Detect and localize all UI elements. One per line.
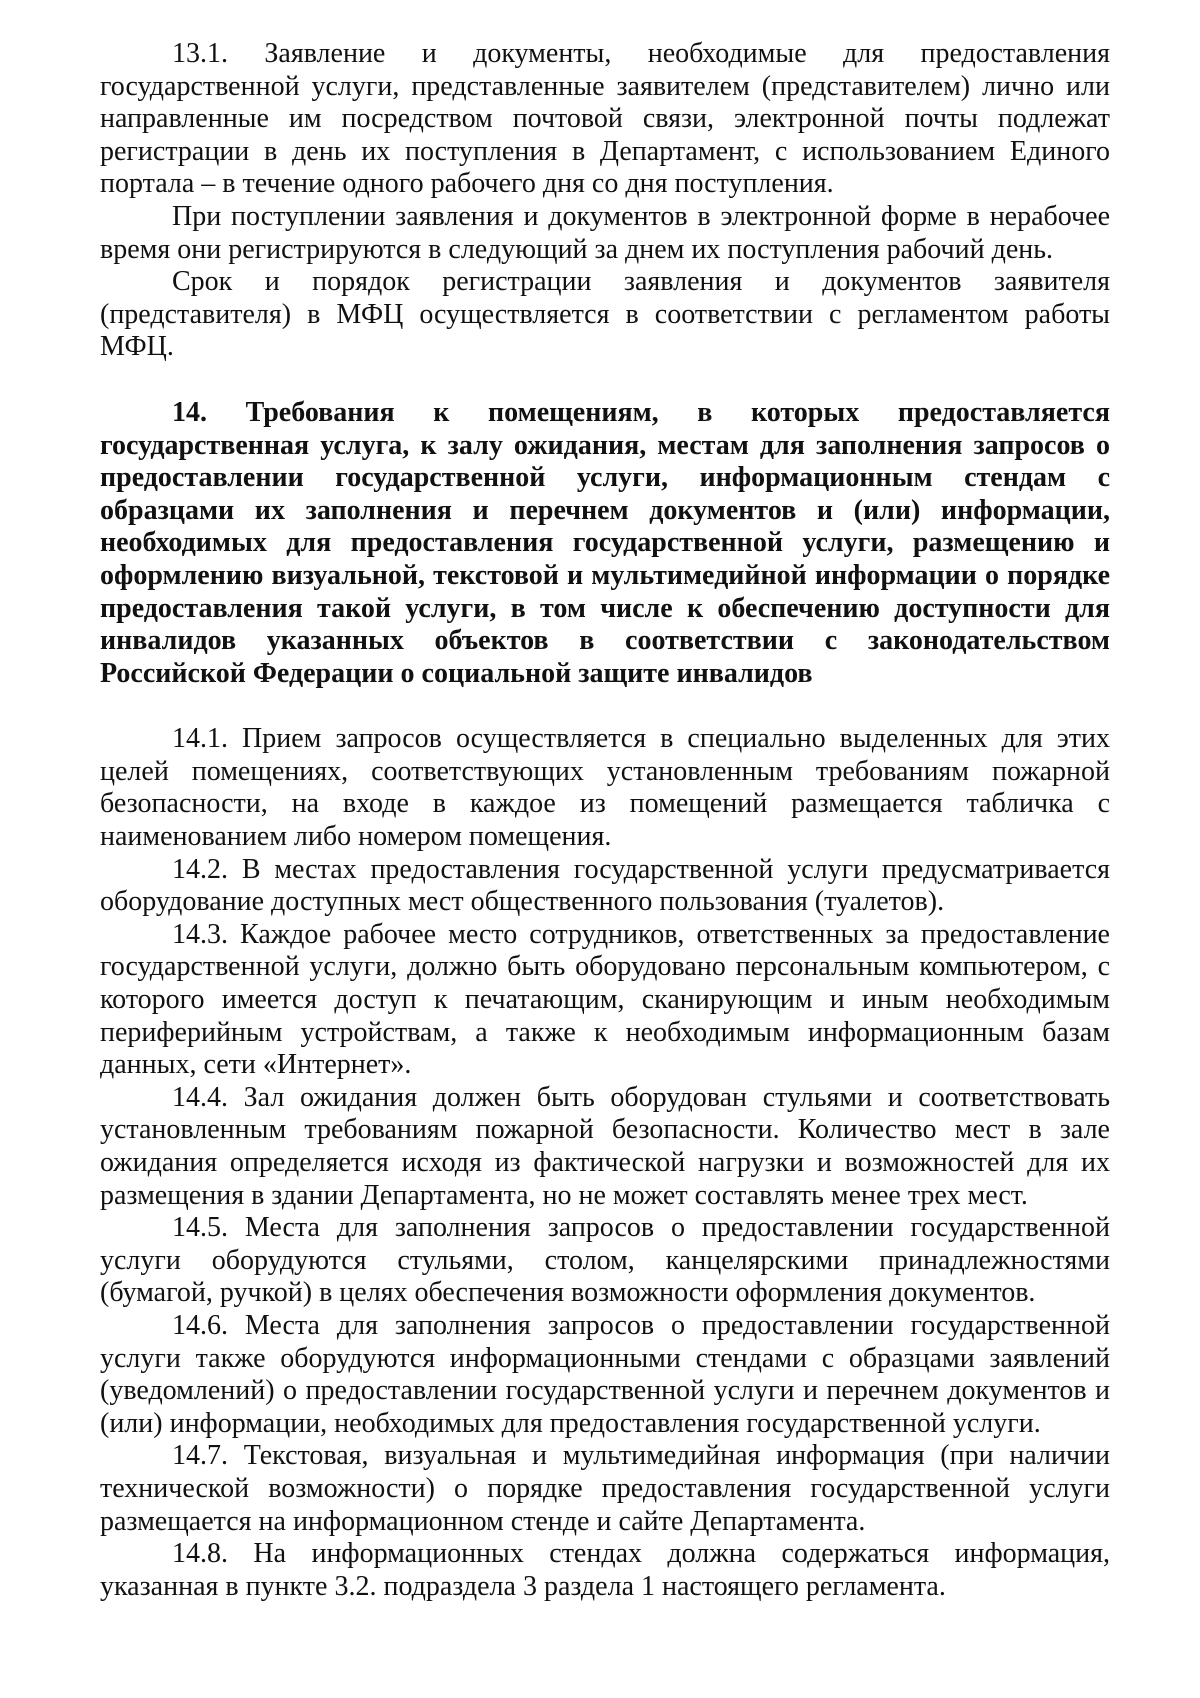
paragraph-14-5: 14.5. Места для заполнения запросов о предоставлении государственной услуги оборудуются стульями, столом, канцелярскими принадлежностями (бумагой, ручкой) в целях обеспечения возможности оформления документов. — [100, 1212, 1110, 1309]
section-14-heading: 14. Требования к помещениям, в которых предоставляется государственная услуга, к залу ожидания, местам для заполнения запросов о предоставлении государственной услуги, информационным стендам с образцами их заполнения и перечнем документов и (или) информации, необходимых для предоставления государственной услуги, размещению и оформлению визуальной, текстовой и мультимедийной информации о порядке предоставления такой услуги, в том числе к обеспечению доступности для инвалидов указанных объектов в соответствии с законодательством Российской Федерации о социальной защите инвалидов — [100, 396, 1110, 689]
paragraph-14-2: 14.2. В местах предоставления государственной услуги предусматривается оборудование доступных мест общественного пользования (туалетов). — [100, 853, 1110, 918]
paragraph-13-1: 13.1. Заявление и документы, необходимые для предоставления государственной услуги, представленные заявителем (представителем) лично или направленные им посредством почтовой связи, электронной почты подлежат регистрации в день их поступления в Департамент, с использованием Единого портала – в течение одного рабочего дня со дня поступления. — [100, 38, 1110, 200]
paragraph-14-3: 14.3. Каждое рабочее место сотрудников, ответственных за предоставление государственной услуги, должно быть оборудовано персональным компьютером, с которого имеется доступ к печатающим, сканирующим и иным необходимым периферийным устройствам, а также к необходимым информационным базам данных, сети «Интернет». — [100, 918, 1110, 1081]
paragraph-14-4: 14.4. Зал ожидания должен быть оборудован стульями и соответствовать установленным требованиям пожарной безопасности. Количество мест в зале ожидания определяется исходя из фактической нагрузки и возможностей для их размещения в здании Департамента, но не может составлять менее трех мест. — [100, 1081, 1110, 1211]
paragraph-13-1-mfc: Срок и порядок регистрации заявления и документов заявителя (представителя) в МФЦ осуществляется в соответствии с регламентом работы МФЦ. — [100, 266, 1110, 363]
paragraph-14-8: 14.8. На информационных стендах должна содержаться информация, указанная в пункте 3.2. подраздела 3 раздела 1 настоящего регламента. — [100, 1538, 1110, 1602]
paragraph-14-6: 14.6. Места для заполнения запросов о предоставлении государственной услуги также оборудуются информационными стендами с образцами заявлений (уведомлений) о предоставлении государственной услуги и перечнем документов и (или) информации, необходимых для предоставления государственной услуги. — [100, 1309, 1110, 1439]
document-page — [100, 38, 1110, 1603]
paragraph-14-1: 14.1. Прием запросов осуществляется в специально выделенных для этих целей помещениях, соответствующих установленным требованиям пожарной безопасности, на входе в каждое из помещений размещается табличка с наименованием либо номером помещения. — [100, 723, 1110, 853]
paragraph-13-1-electronic: При поступлении заявления и документов в электронной форме в нерабочее время они регистрируются в следующий за днем их поступления рабочий день. — [100, 200, 1110, 265]
paragraph-14-7: 14.7. Текстовая, визуальная и мультимедийная информация (при наличии технической возможности) о порядке предоставления государственной услуги размещается на информационном стенде и сайте Департамента. — [100, 1440, 1110, 1537]
